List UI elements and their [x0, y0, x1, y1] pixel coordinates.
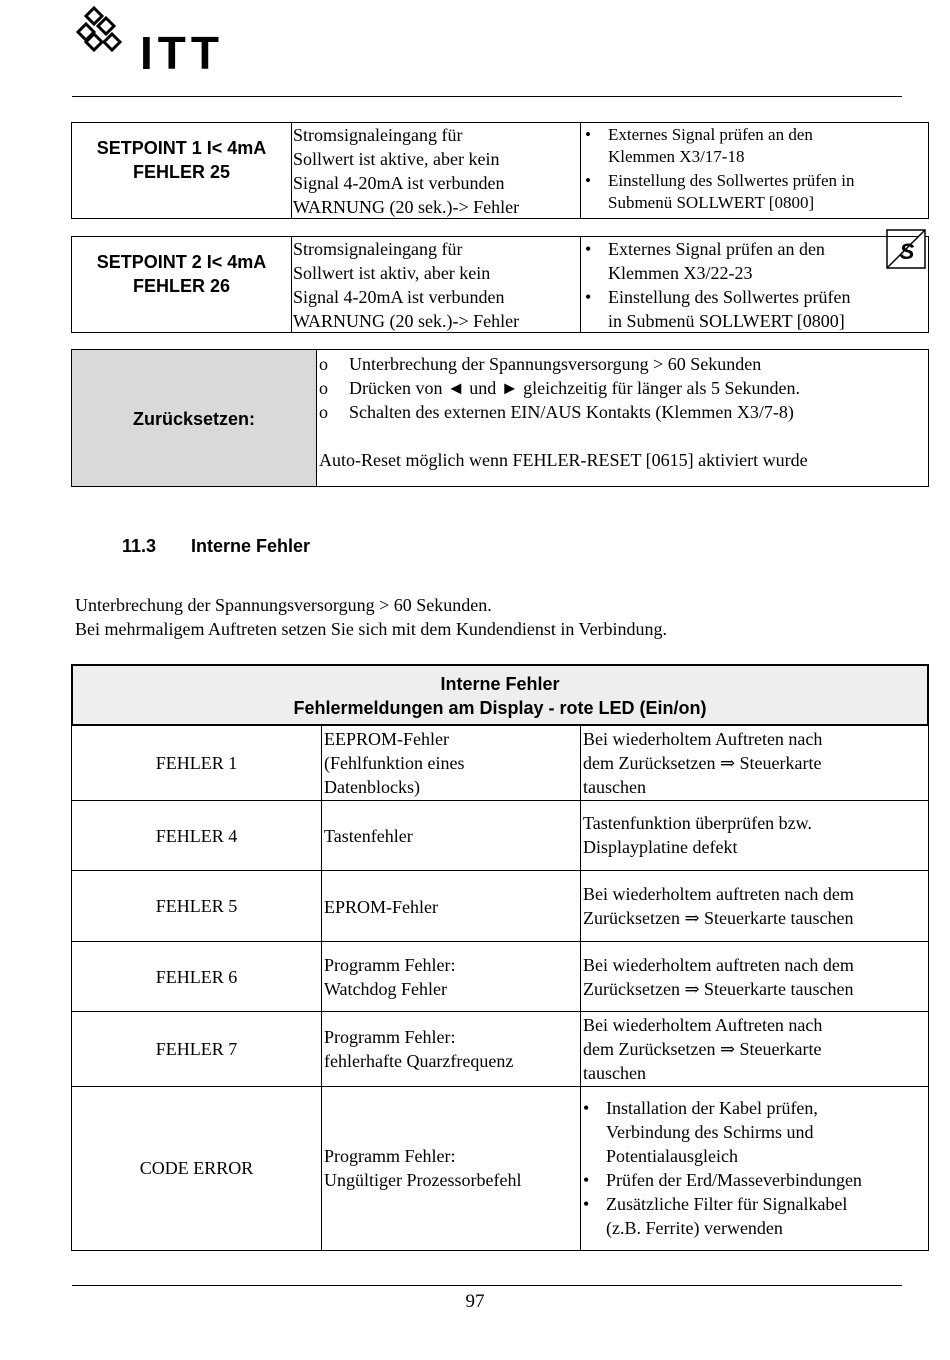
service-badge — [886, 229, 926, 269]
errors-table — [71, 725, 929, 1251]
list-item: o Drücken von ◄ und ► gleichzeitig für länger als 5 Sekunden. — [319, 378, 801, 398]
svg-text:S: S — [899, 239, 915, 264]
section-number: 11.3 — [122, 536, 157, 556]
error-code: FEHLER 1 — [155, 752, 238, 773]
list-item: • Externes Signal prüfen an den Klemmen X3/22-23 — [582, 237, 927, 285]
warning-box-25 — [71, 122, 929, 219]
list-item: • Einstellung des Sollwertes prüfen in Submenü SOLLWERT [0800] — [582, 285, 927, 333]
list-item: • Prüfen der Erd/Masseverbindungen — [580, 1168, 928, 1192]
table-header: Interne Fehler Fehlermeldungen am Display - rote LED (Ein/on) — [71, 664, 929, 726]
list-item: • Einstellung des Sollwertes prüfen in Submenü SOLLWERT [0800] — [582, 170, 927, 214]
reset-label: Zurücksetzen: — [72, 350, 316, 486]
list-item: • Installation der Kabel prüfen, Verbindung des Schirms und Potentialausgleich — [580, 1096, 928, 1168]
error-description: EEPROM-Fehler (Fehlfunktion eines Datenblocks) — [324, 729, 465, 797]
error-remedy: Bei wiederholtem auftreten nach dem Zurücksetzen ⇒ Steuerkarte tauschen — [583, 955, 854, 999]
footer-divider — [72, 1285, 902, 1286]
warning-code: SETPOINT 2 I< 4mA FEHLER 26 — [96, 252, 267, 296]
error-code: FEHLER 6 — [155, 966, 238, 987]
warning-actions — [582, 124, 927, 214]
warning-description: Stromsignaleingang für Sollwert ist aktive, aber kein Signal 4-20mA ist verbunden WARNUNG (20 sek.)-> Fehler — [293, 125, 520, 217]
error-description: Programm Fehler: Ungültiger Prozessorbefehl — [324, 1146, 522, 1190]
reset-box — [71, 349, 929, 487]
section-intro: Unterbrechung der Spannungsversorgung > 60 Sekunden. Bei mehrmaligem Auftreten setzen Sie sich mit dem Kundendienst in Verbindung. — [75, 595, 668, 639]
list-item: • Externes Signal prüfen an den Klemmen X3/17-18 — [582, 124, 927, 168]
error-remedy: Bei wiederholtem Auftreten nach dem Zurücksetzen ⇒ Steuerkarte tauschen — [583, 1015, 823, 1083]
error-description: Programm Fehler: fehlerhafte Quarzfrequenz — [324, 1027, 514, 1071]
warning-actions — [582, 237, 927, 333]
error-code: FEHLER 4 — [155, 825, 238, 846]
warning-code: SETPOINT 1 I< 4mA FEHLER 25 — [96, 138, 267, 182]
error-code: FEHLER 5 — [155, 896, 238, 916]
reset-steps — [319, 352, 924, 472]
reset-note: Auto-Reset möglich wenn FEHLER-RESET [0615] aktiviert wurde — [319, 450, 808, 470]
list-item: o Unterbrechung der Spannungsversorgung > 60 Sekunden — [319, 354, 762, 374]
error-remedy: Tastenfunktion überprüfen bzw. Displayplatine defekt — [583, 813, 812, 857]
error-remedy: Bei wiederholtem auftreten nach dem Zurücksetzen ⇒ Steuerkarte tauschen — [583, 884, 854, 928]
itt-logo — [72, 4, 134, 60]
list-item: o Schalten des externen EIN/AUS Kontakts (Klemmen X3/7-8) — [319, 402, 794, 422]
header-divider — [72, 96, 902, 97]
page-number: 97 — [465, 1291, 485, 1312]
list-item: • Zusätzliche Filter für Signalkabel (z.B. Ferrite) verwenden — [580, 1192, 928, 1240]
warning-box-26 — [71, 236, 929, 333]
error-code: FEHLER 7 — [155, 1039, 238, 1059]
error-description: Tastenfehler — [324, 826, 413, 846]
error-description: Programm Fehler: Watchdog Fehler — [324, 955, 456, 999]
error-description: EPROM-Fehler — [324, 896, 438, 917]
warning-description: Stromsignaleingang für Sollwert ist aktiv, aber kein Signal 4-20mA ist verbunden WARNUNG (20 sek.)-> Fehler — [293, 239, 520, 331]
error-code: CODE ERROR — [139, 1158, 254, 1178]
error-remedy: Bei wiederholtem Auftreten nach dem Zurücksetzen ⇒ Steuerkarte tauschen — [583, 729, 823, 797]
section-title: Interne Fehler — [191, 536, 311, 556]
brand-name: ITT — [140, 27, 224, 79]
error-remedy — [580, 1096, 928, 1240]
